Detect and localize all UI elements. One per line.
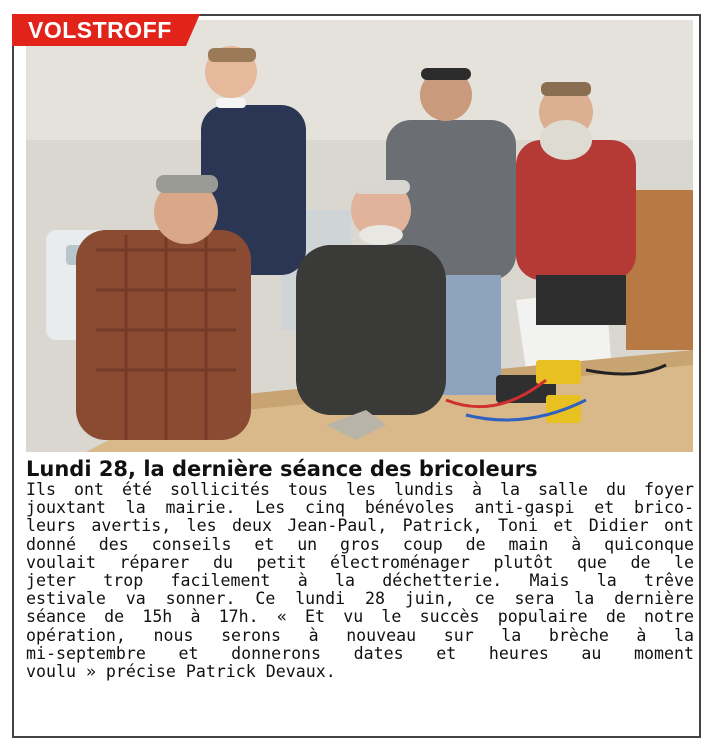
body-line: estivale va sonner. Ce lundi 28 juin, ce sera la dernière xyxy=(26,589,694,609)
body-line: séance de 15h à 17h. « Et vu le succès populaire de notre xyxy=(26,607,694,627)
body-line: donné des conseils et un gros coup de main à quiconque xyxy=(26,534,694,554)
body-line: Ils ont été sollicités tous les lundis à la salle du foyer xyxy=(26,480,694,499)
headline: Lundi 28, la dernière séance des bricoleurs xyxy=(26,457,538,481)
body-line: mi-septembre et donnerons dates et heures au moment xyxy=(26,643,694,663)
body-line: jeter trop facilement à la déchetterie. Mais la trêve xyxy=(26,571,694,591)
article-photo xyxy=(26,20,693,452)
article-body xyxy=(26,481,694,681)
photo-illustration xyxy=(26,20,693,452)
body-line: leurs avertis, les deux Jean-Paul, Patrick, Toni et Didier ont xyxy=(26,516,694,536)
body-line: opération, nous serons à nouveau sur la brèche à la xyxy=(26,625,694,645)
body-line: voulait réparer du petit électroménager plutôt que de le xyxy=(26,552,694,572)
body-line: jouxtant la mairie. Les cinq bénévoles anti-gaspi et brico- xyxy=(26,498,694,518)
location-tag: VOLSTROFF xyxy=(12,14,186,46)
body-line: voulu » précise Patrick Devaux. xyxy=(26,662,336,682)
